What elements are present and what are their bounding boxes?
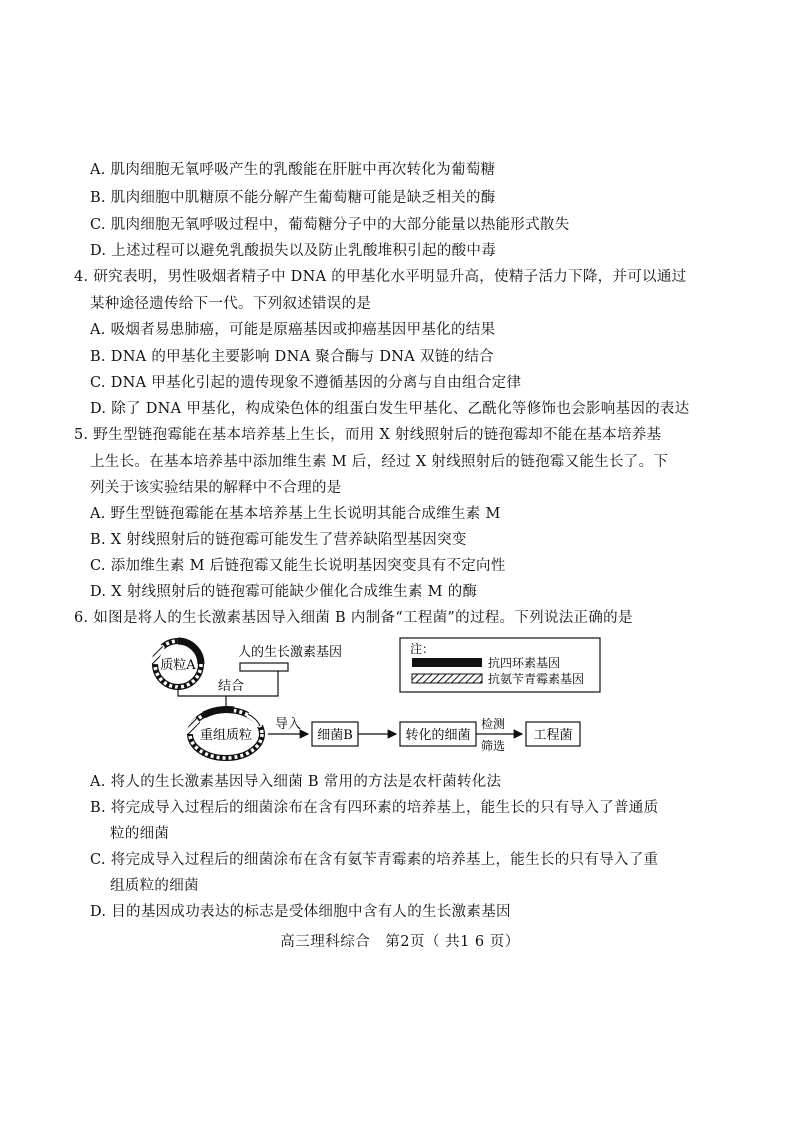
q4-option-a: A. 吸烟者易患肺癌，可能是原癌基因或抑癌基因甲基化的结果 (90, 322, 496, 338)
q4-stem-line2: 某种途径遗传给下一代。下列叙述错误的是 (90, 296, 372, 312)
q5-option-a: A. 野生型链孢霉能在基本培养基上生长说明其能合成维生素 M (90, 506, 501, 522)
q6-option-b-line2: 粒的细菌 (110, 826, 170, 842)
q6-option-d: D. 目的基因成功表达的标志是受体细胞中含有人的生长激素基因 (90, 904, 511, 920)
q3-option-a: A. 肌肉细胞无氧呼吸产生的乳酸能在肝脏中再次转化为葡萄糖 (90, 162, 496, 178)
recombinant-plasmid-label: 重组质粒 (199, 728, 253, 743)
legend-title: 注： (410, 642, 435, 656)
combine-label: 结合 (218, 679, 245, 694)
recombinant-insert-segment (248, 714, 260, 726)
q5-stem-line1: 5. 野生型链孢霉能在基本培养基上生长，而用 X 射线照射后的链孢霉却不能在基本培养基 (74, 427, 662, 443)
q5-option-d: D. X 射线照射后的链孢霉可能缺少催化合成维生素 M 的酶 (90, 584, 478, 600)
q6-option-c-line1: C. 将完成导入过程后的细菌涂布在含有氨苄青霉素的培养基上，能生长的只有导入了重 (90, 852, 659, 868)
q4-stem-line1: 4. 研究表明，男性吸烟者精子中 DNA 的甲基化水平明显升高，使精子活力下降，并可以通过 (74, 269, 687, 285)
q3-option-d: D. 上述过程可以避免乳酸损失以及防止乳酸堆积引起的酸中毒 (90, 243, 497, 259)
bacteria-b-label: 细菌B (317, 728, 353, 743)
q5-stem-line2: 上生长。在基本培养基中添加维生素 M 后，经过 X 射线照射后的链孢霉又能生长了。下 (90, 454, 669, 470)
plasmid-a-label: 质粒A (160, 658, 196, 673)
introduce-label: 导入 (275, 717, 302, 732)
q4-option-c: C. DNA 甲基化引起的遗传现象不遵循基因的分离与自由组合定律 (90, 375, 522, 391)
q4-option-b: B. DNA 的甲基化主要影响 DNA 聚合酶与 DNA 双链的结合 (90, 349, 494, 365)
screen-label: 筛选 (481, 739, 506, 753)
q5-stem-line3: 列关于该实验结果的解释中不合理的是 (90, 480, 342, 496)
recombinant-amp-segment (190, 720, 198, 734)
legend-amp-label: 抗氨苄青霉素基因 (488, 672, 585, 686)
page-footer: 高三理科综合 第2页（ 共1 6 页） (280, 934, 520, 950)
q5-option-c: C. 添加维生素 M 后链孢霉又能生长说明基因突变具有不定向性 (90, 558, 506, 574)
legend-tet-swatch (412, 658, 482, 667)
q4-option-d: D. 除了 DNA 甲基化，构成染色体的组蛋白发生甲基化、乙酰化等修饰也会影响基因的表达 (90, 401, 690, 417)
q6-option-c-line2: 组质粒的细菌 (110, 878, 199, 894)
gene-transfer-diagram (130, 636, 610, 766)
legend-tet-label: 抗四环素基因 (488, 656, 561, 670)
legend-amp-swatch (412, 674, 482, 683)
human-gene-label: 人的生长激素基因 (238, 645, 343, 660)
q6-option-b-line1: B. 将完成导入过程后的细菌涂布在含有四环素的培养基上，能生长的只有导入了普通质 (90, 800, 659, 816)
q6-stem: 6. 如图是将人的生长激素基因导入细菌 B 内制备“工程菌”的过程。下列说法正确的是 (74, 610, 633, 626)
human-gene-bar (240, 663, 288, 671)
q3-option-c: C. 肌肉细胞无氧呼吸过程中，葡萄糖分子中的大部分能量以热能形式散失 (90, 217, 570, 233)
q5-option-b: B. X 射线照射后的链孢霉可能发生了营养缺陷型基因突变 (90, 532, 467, 548)
detect-label: 检测 (481, 717, 506, 731)
q6-option-a: A. 将人的生长激素基因导入细菌 B 常用的方法是农杆菌转化法 (90, 774, 502, 790)
q3-option-b: B. 肌肉细胞中肌糖原不能分解产生葡萄糖可能是缺乏相关的酶 (90, 190, 496, 206)
recombinant-tet-segment (204, 710, 234, 715)
engineered-bacteria-label: 工程菌 (533, 728, 573, 743)
transformed-bacteria-label: 转化的细菌 (405, 728, 471, 743)
